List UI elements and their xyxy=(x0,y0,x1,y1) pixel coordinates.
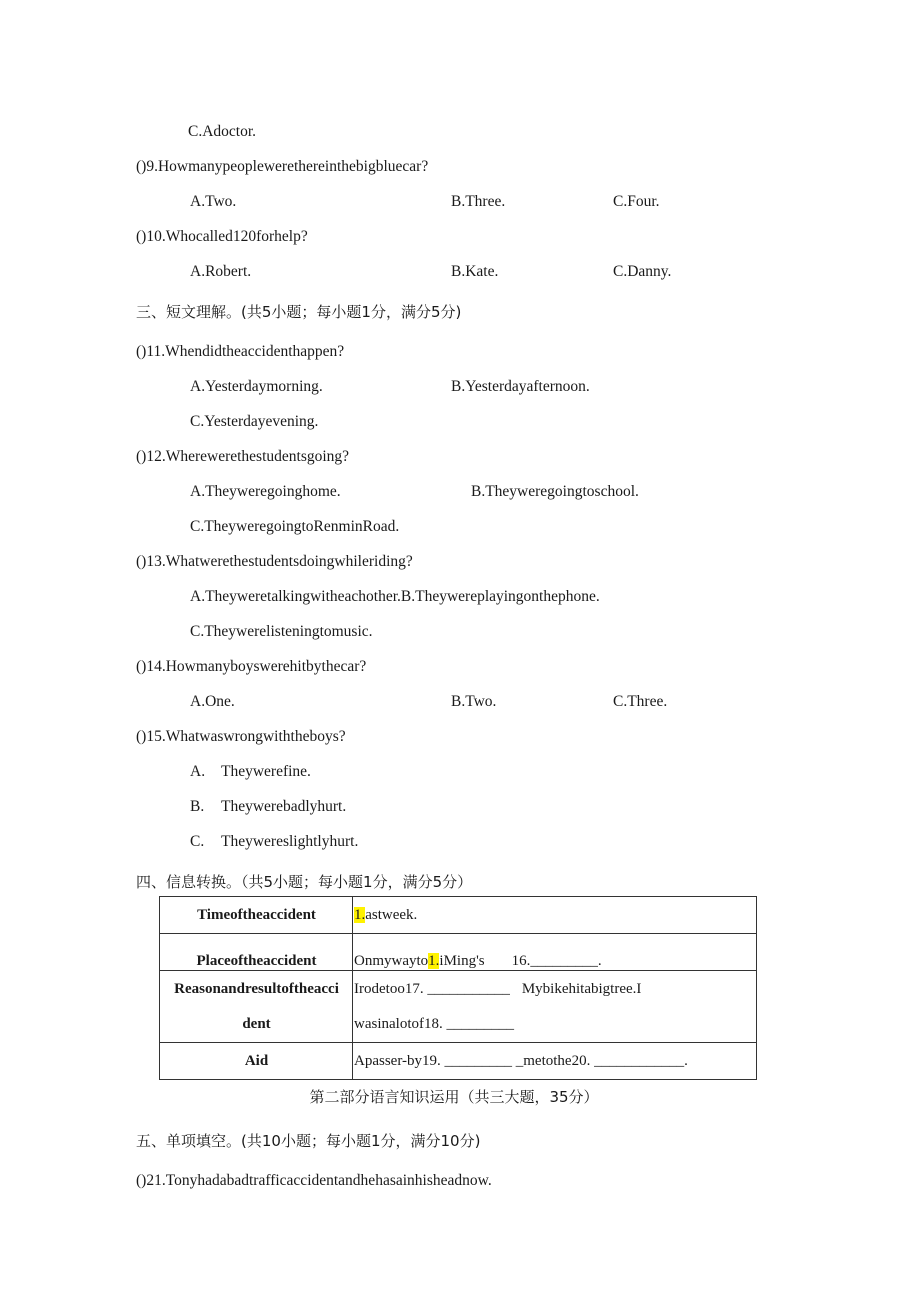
reason-label-line1: Reasonandresultoftheacci xyxy=(174,980,339,997)
q21-question: ()21.Tonyhadabadtrafficaccidentandhehasainhisheadnow. xyxy=(136,1172,492,1189)
q11-question: ()11.Whendidtheaccidenthappen? xyxy=(136,343,345,360)
q12-option-a: A.Theyweregoinghome. xyxy=(190,483,341,500)
highlight-mark: 1. xyxy=(428,953,440,969)
q15-question: ()15.Whatwaswrongwiththeboys? xyxy=(136,728,346,745)
q10-option-b: B.Kate. xyxy=(451,263,499,280)
reason-label-line2: dent xyxy=(242,1015,271,1032)
q9-option-c: C.Four. xyxy=(613,193,660,210)
section5-heading: 五、单项填空。(共10小题；每小题1分，满分10分) xyxy=(136,1132,481,1150)
table-row xyxy=(160,1043,757,1080)
q12-question: ()12.Wherewerethestudentsgoing? xyxy=(136,448,350,465)
aid-label: Aid xyxy=(160,1043,353,1080)
q15-option-a-letter: A. xyxy=(190,763,206,780)
section4-heading: 四、信息转换。（共5小题；每小题1分，满分5分） xyxy=(136,873,473,891)
q15-option-c-text: Theywereslightlyhurt. xyxy=(221,833,359,850)
time-label: Timeoftheaccident xyxy=(160,897,353,934)
q10-option-c: C.Danny. xyxy=(613,263,672,280)
reason-text: Mybikehitabigtree.I xyxy=(521,981,642,997)
info-table xyxy=(159,896,757,1080)
place-label: Placeoftheaccident xyxy=(160,934,353,971)
place-pre: Onmywayto xyxy=(354,953,429,969)
q14-option-a: A.One. xyxy=(190,693,235,710)
q15-option-b-text: Theywerebadlyhurt. xyxy=(221,798,347,815)
place-post: iMing's xyxy=(439,953,485,969)
q14-option-b: B.Two. xyxy=(451,693,497,710)
q9-question: ()9.Howmanypeopleweretherein​thebigbluecar? xyxy=(136,158,429,175)
q15-option-b-letter: B. xyxy=(190,798,205,815)
q9-option-b: B.Three. xyxy=(451,193,506,210)
blank-18[interactable]: wasinalotof18. _________ xyxy=(354,1016,514,1032)
highlight-mark: 1. xyxy=(354,906,366,923)
q15-option-a-text: Theywerefine. xyxy=(221,763,311,780)
q12-option-c: C.TheyweregoingtoRenminRoad. xyxy=(190,518,400,535)
reason-label xyxy=(160,971,353,1043)
time-value xyxy=(353,897,757,934)
aid-value[interactable]: Apasser-by19. _________ _metothe20. ____________. xyxy=(353,1043,757,1080)
q13-question: ()13.Whatwerethestudentsdoingwhileriding? xyxy=(136,553,413,570)
q13-option-c: C.Theywerelisteningtomusic. xyxy=(190,623,373,640)
q12-option-b: B.Theyweregoingtoschool. xyxy=(471,483,639,500)
place-value xyxy=(353,934,757,971)
part2-heading: 第二部分语言知识运用（共三大题，35分） xyxy=(309,1088,599,1106)
table-row xyxy=(160,971,757,1043)
table-row xyxy=(160,934,757,971)
section3-heading: 三、短文理解。(共5小题；每小题1分，满分5分) xyxy=(136,303,462,321)
q10-question: ()10.Whocalled120forhelp? xyxy=(136,228,308,245)
q11-option-b: B.Yesterdayafternoon. xyxy=(451,378,590,395)
reason-value xyxy=(353,971,757,1043)
q14-question: ()14.Howmanyboyswerehitbythecar? xyxy=(136,658,367,675)
q15-option-c-letter: C. xyxy=(190,833,205,850)
q11-option-c: C.Yesterdayevening. xyxy=(190,413,319,430)
table-row xyxy=(160,897,757,934)
blank-17[interactable]: Irodetoo17. ___________ xyxy=(354,981,510,997)
q13-options-ab: A.Theyweretalkingwitheachother.B.Theywereplayingonthephone. xyxy=(190,588,600,605)
q9-option-a: A.Two. xyxy=(190,193,237,210)
blank-16[interactable]: 16._________. xyxy=(511,953,602,969)
q14-option-c: C.Three. xyxy=(613,693,668,710)
q8-option-c: C.Adoctor. xyxy=(188,123,257,140)
q10-option-a: A.Robert. xyxy=(190,263,252,280)
q11-option-a: A.Yesterdaymorning. xyxy=(190,378,323,395)
time-text: astweek. xyxy=(365,906,418,923)
